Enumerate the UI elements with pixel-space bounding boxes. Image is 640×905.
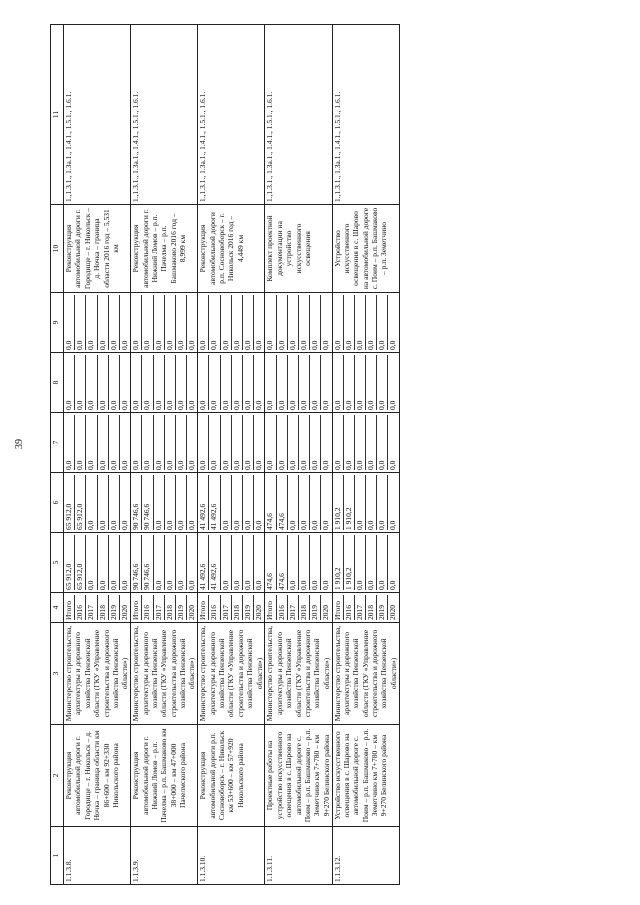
local-budget (64, 353, 131, 413)
local-budget-value: 0,0 (254, 400, 264, 410)
local-budget-value: 0,0 (119, 400, 129, 410)
regional-budget-value: 90 746,6 (131, 475, 142, 530)
expected-result: Реконструкция автомобильной дороги г. Городище – г. Никольск – д. Ночка – граница области 2016 год – 5,531 км (64, 205, 131, 293)
row-id: 1.1.3.12. (332, 827, 399, 885)
header-cell: 7 (51, 413, 64, 473)
other-sources (265, 293, 332, 353)
year-label: 2017 (355, 595, 366, 620)
other-sources-value: 0,0 (131, 295, 142, 350)
local-budget-value: 0,0 (388, 400, 398, 410)
year-label: Итого (131, 595, 142, 620)
local-budget-value: 0,0 (366, 355, 377, 410)
total-funding-value: 0,0 (243, 535, 254, 590)
federal-budget-value: 0,0 (221, 415, 232, 470)
year-label: 2020 (254, 605, 264, 620)
total-funding-value: 90 746,6 (131, 535, 142, 590)
year-label: 2019 (243, 595, 254, 620)
year-label: 2020 (119, 605, 129, 620)
total-funding-value: 0,0 (355, 535, 366, 590)
local-budget-value: 0,0 (277, 355, 288, 410)
local-budget-value: 0,0 (98, 355, 109, 410)
other-sources (131, 293, 198, 353)
other-sources-value: 0,0 (154, 295, 165, 350)
total-funding-value: 0,0 (388, 580, 398, 590)
table-row (265, 25, 332, 885)
other-sources-value: 0,0 (333, 295, 344, 350)
header-cell: 6 (51, 473, 64, 533)
local-budget-value: 0,0 (198, 355, 209, 410)
year-label: Итого (198, 595, 209, 620)
other-sources (198, 293, 265, 353)
regional-budget-value: 0,0 (288, 475, 299, 530)
row-id: 1.1.3.10. (198, 827, 265, 885)
regional-budget-value: 0,0 (388, 520, 398, 530)
total-funding (64, 533, 131, 593)
local-budget-value: 0,0 (299, 355, 310, 410)
regional-budget-value: 0,0 (377, 475, 388, 530)
total-funding-value: 0,0 (109, 535, 120, 590)
indicator-links: 1.,1.3.1., 1.3а.1., 1.4.1., 1.5.1., 1.6.1. (64, 25, 131, 205)
federal-budget-value: 0,0 (119, 460, 129, 470)
federal-budget-value: 0,0 (344, 415, 355, 470)
measure-name: Устройство искусственного освещения в с. Шарово на автомобильной дороге с. Поим – р.п. Башмаково – р.п. Земетчино км 7+780 – км 9+270 Белинского района (332, 725, 399, 827)
federal-budget-value: 0,0 (254, 460, 264, 470)
executor: Министерство строительства, архитектуры и дорожного хозяйства Пензенской области (ГКУ «Управление строительства и дорожного хозяйства Пензенской области») (198, 623, 265, 725)
other-sources-value: 0,0 (187, 340, 197, 350)
other-sources-value: 0,0 (176, 295, 187, 350)
total-funding-value: 0,0 (299, 535, 310, 590)
federal-budget-value: 0,0 (64, 415, 75, 470)
total-funding-value: 41 492,6 (198, 535, 209, 590)
measure-name: Реконструкция автомобильной дороги г. Нижний Ломов – р.п. Пачелма – р.п. Башмаково км 38+000 – км 47+000 Пачелмского района (131, 725, 198, 827)
year-label: 2016 (209, 595, 220, 620)
federal-budget-value: 0,0 (232, 415, 243, 470)
year-label: 2019 (377, 595, 388, 620)
federal-budget-value: 0,0 (154, 415, 165, 470)
federal-budget-value: 0,0 (176, 415, 187, 470)
local-budget-value: 0,0 (344, 355, 355, 410)
regional-budget-value: 65 912,0 (75, 475, 86, 530)
local-budget-value: 0,0 (86, 355, 97, 410)
federal-budget-value: 0,0 (377, 415, 388, 470)
year-label: 2016 (75, 595, 86, 620)
other-sources-value: 0,0 (165, 295, 176, 350)
regional-budget (265, 473, 332, 533)
table-row (332, 25, 399, 885)
total-funding (332, 533, 399, 593)
measure-name: Проектные работы на устройство искусственного освещения в с. Шарово на автомобильной дороге с. Поим – р.п. Башмаково – р.п. Земетчино км 7+780 – км 9+270 Белинского района (265, 725, 332, 827)
local-budget (332, 353, 399, 413)
header-cell: 4 (51, 593, 64, 623)
federal-budget (131, 413, 198, 473)
local-budget-value: 0,0 (109, 355, 120, 410)
total-funding-value: 0,0 (221, 535, 232, 590)
year-label: 2017 (288, 595, 299, 620)
header-row (51, 25, 64, 885)
indicator-links: 1.,1.3.1., 1.3а.1., 1.4.1., 1.5.1., 1.6.1. (332, 25, 399, 205)
federal-budget-value: 0,0 (165, 415, 176, 470)
federal-budget-value: 0,0 (75, 415, 86, 470)
row-id: 1.1.3.8. (64, 827, 131, 885)
local-budget (131, 353, 198, 413)
federal-budget-value: 0,0 (209, 415, 220, 470)
year-label: 2016 (142, 595, 153, 620)
local-budget (198, 353, 265, 413)
local-budget-value: 0,0 (355, 355, 366, 410)
federal-budget-value: 0,0 (198, 415, 209, 470)
other-sources-value: 0,0 (355, 295, 366, 350)
regional-budget-value: 0,0 (254, 520, 264, 530)
local-budget-value: 0,0 (75, 355, 86, 410)
regional-budget-value: 41 492,6 (198, 475, 209, 530)
total-funding (265, 533, 332, 593)
federal-budget-value: 0,0 (98, 415, 109, 470)
year-label: Итого (265, 595, 276, 620)
total-funding-value: 0,0 (310, 535, 321, 590)
total-funding-value: 0,0 (119, 580, 129, 590)
other-sources-value: 0,0 (288, 295, 299, 350)
total-funding-value: 65 912,0 (64, 535, 75, 590)
year-label: 2017 (154, 595, 165, 620)
executor: Министерство строительства, архитектуры и дорожного хозяйства Пензенской области (ГКУ «Управление строительства и дорожного хозяйства Пензенской области») (131, 623, 198, 725)
other-sources-value: 0,0 (277, 295, 288, 350)
local-budget-value: 0,0 (377, 355, 388, 410)
rotated-table-area (50, 25, 600, 885)
regional-budget-value: 0,0 (321, 520, 331, 530)
regional-budget (332, 473, 399, 533)
other-sources (332, 293, 399, 353)
local-budget-value: 0,0 (142, 355, 153, 410)
federal-budget-value: 0,0 (277, 415, 288, 470)
regional-budget-value: 0,0 (299, 475, 310, 530)
regional-budget-value: 0,0 (187, 520, 197, 530)
total-funding-value: 65 912,0 (75, 535, 86, 590)
federal-budget-value: 0,0 (310, 415, 321, 470)
header-cell: 2 (51, 725, 64, 827)
total-funding-value: 0,0 (321, 580, 331, 590)
local-budget-value: 0,0 (187, 400, 197, 410)
local-budget-value: 0,0 (165, 355, 176, 410)
local-budget-value: 0,0 (64, 355, 75, 410)
federal-budget-value: 0,0 (388, 460, 398, 470)
year-label: Итого (64, 595, 75, 620)
other-sources-value: 0,0 (310, 295, 321, 350)
federal-budget (64, 413, 131, 473)
total-funding-value: 41 492,6 (209, 535, 220, 590)
total-funding-value: 474,6 (265, 535, 276, 590)
year-labels (265, 593, 332, 623)
other-sources-value: 0,0 (119, 340, 129, 350)
regional-budget-value: 0,0 (366, 475, 377, 530)
total-funding-value: 474,6 (277, 535, 288, 590)
regional-budget (198, 473, 265, 533)
regional-budget-value: 0,0 (176, 475, 187, 530)
year-label: 2020 (187, 605, 197, 620)
other-sources-value: 0,0 (265, 295, 276, 350)
federal-budget-value: 0,0 (142, 415, 153, 470)
other-sources-value: 0,0 (366, 295, 377, 350)
regional-budget-value: 474,6 (265, 475, 276, 530)
year-label: 2017 (86, 595, 97, 620)
federal-budget-value: 0,0 (288, 415, 299, 470)
year-label: 2020 (388, 605, 398, 620)
regional-budget-value: 65 912,0 (64, 475, 75, 530)
year-label: 2018 (165, 595, 176, 620)
header-cell: 1 (51, 827, 64, 885)
total-funding (198, 533, 265, 593)
federal-budget-value: 0,0 (109, 415, 120, 470)
total-funding-value: 0,0 (232, 535, 243, 590)
other-sources-value: 0,0 (321, 340, 331, 350)
total-funding-value: 0,0 (254, 580, 264, 590)
local-budget-value: 0,0 (333, 355, 344, 410)
other-sources-value: 0,0 (388, 340, 398, 350)
total-funding-value: 0,0 (187, 580, 197, 590)
expected-result: Комплект проектной документации на устройство искусственного освещения (265, 205, 332, 293)
other-sources-value: 0,0 (254, 340, 264, 350)
total-funding-value: 0,0 (165, 535, 176, 590)
other-sources-value: 0,0 (109, 295, 120, 350)
local-budget-value: 0,0 (176, 355, 187, 410)
other-sources-value: 0,0 (198, 295, 209, 350)
total-funding-value: 1 910,2 (344, 535, 355, 590)
regional-budget-value: 474,6 (277, 475, 288, 530)
other-sources-value: 0,0 (221, 295, 232, 350)
year-label: 2018 (232, 595, 243, 620)
other-sources-value: 0,0 (377, 295, 388, 350)
header-cell: 8 (51, 353, 64, 413)
year-label: 2019 (310, 595, 321, 620)
indicator-links: 1.,1.3.1., 1.3а.1., 1.4.1., 1.5.1., 1.6.1. (131, 25, 198, 205)
local-budget-value: 0,0 (154, 355, 165, 410)
federal-budget (198, 413, 265, 473)
local-budget-value: 0,0 (232, 355, 243, 410)
other-sources-value: 0,0 (98, 295, 109, 350)
header-cell: 10 (51, 205, 64, 293)
local-budget (265, 353, 332, 413)
header-cell: 5 (51, 533, 64, 593)
page-number: 39 (14, 439, 25, 449)
federal-budget-value: 0,0 (243, 415, 254, 470)
other-sources-value: 0,0 (142, 295, 153, 350)
expected-result: Реконструкция автомобильной дороги г. Нижний Ломов – р.п. Пачелма – р.п. Башмаково 2016 год – 8,999 км (131, 205, 198, 293)
table-row (131, 25, 198, 885)
regional-budget-value: 41 492,6 (209, 475, 220, 530)
regional-budget-value: 0,0 (310, 475, 321, 530)
table-row (64, 25, 131, 885)
local-budget-value: 0,0 (131, 355, 142, 410)
regional-budget (131, 473, 198, 533)
other-sources-value: 0,0 (64, 295, 75, 350)
regional-budget-value: 0,0 (232, 475, 243, 530)
table-row (198, 25, 265, 885)
regional-budget-value: 0,0 (109, 475, 120, 530)
regional-budget-value: 0,0 (154, 475, 165, 530)
regional-budget-value: 0,0 (355, 475, 366, 530)
year-labels (64, 593, 131, 623)
year-label: 2019 (176, 595, 187, 620)
regional-budget-value: 0,0 (165, 475, 176, 530)
total-funding-value: 0,0 (366, 535, 377, 590)
header-cell: 9 (51, 293, 64, 353)
row-id: 1.1.3.9. (131, 827, 198, 885)
executor: Министерство строительства, архитектуры и дорожного хозяйства Пензенской области (ГКУ «Управление строительства и дорожного хозяйства Пензенской области») (332, 623, 399, 725)
regional-budget-value: 0,0 (119, 520, 129, 530)
expected-result: Устройство искусственного освещения в с. Шарово на автомобильной дороге с. Поим – р.п. Башмаково – р.п. Земетчино (332, 205, 399, 293)
regional-budget-value: 0,0 (98, 475, 109, 530)
regional-budget-value: 0,0 (221, 475, 232, 530)
executor: Министерство строительства, архитектуры и дорожного хозяйства Пензенской области (ГКУ «Управление строительства и дорожного хозяйства Пензенской области») (265, 623, 332, 725)
other-sources-value: 0,0 (75, 295, 86, 350)
year-labels (131, 593, 198, 623)
federal-budget-value: 0,0 (86, 415, 97, 470)
regional-budget (64, 473, 131, 533)
federal-budget-value: 0,0 (299, 415, 310, 470)
year-label: Итого (333, 595, 344, 620)
measure-name: Реконструкция автомобильной дороги р.п. Сосновоборск – г. Никольск км 53+600 – км 57+920 Никольского района (198, 725, 265, 827)
other-sources-value: 0,0 (299, 295, 310, 350)
total-funding-value: 90 746,6 (142, 535, 153, 590)
other-sources-value: 0,0 (344, 295, 355, 350)
regional-budget-value: 0,0 (86, 475, 97, 530)
year-labels (198, 593, 265, 623)
federal-budget-value: 0,0 (366, 415, 377, 470)
year-labels (332, 593, 399, 623)
other-sources (64, 293, 131, 353)
indicator-links: 1.,1.3.1., 1.3а.1., 1.4.1., 1.5.1., 1.6.1. (198, 25, 265, 205)
local-budget-value: 0,0 (221, 355, 232, 410)
indicator-links: 1.,1.3.1., 1.3а.1., 1.4.1., 1.5.1., 1.6.1. (265, 25, 332, 205)
measure-name: Реконструкция автомобильной дороги г. Городище – г. Никольск – д. Ночка – граница области км 86+600 – км 92+330 Никольского района (64, 725, 131, 827)
total-funding-value: 0,0 (176, 535, 187, 590)
regional-budget-value: 0,0 (243, 475, 254, 530)
regional-budget-value: 90 746,6 (142, 475, 153, 530)
local-budget-value: 0,0 (265, 355, 276, 410)
executor: Министерство строительства, архитектуры и дорожного хозяйства Пензенской области (ГКУ «Управление строительства и дорожного хозяйства Пензенской области») (64, 623, 131, 725)
federal-budget-value: 0,0 (265, 415, 276, 470)
regional-budget-value: 1 910,2 (333, 475, 344, 530)
other-sources-value: 0,0 (243, 295, 254, 350)
year-label: 2018 (299, 595, 310, 620)
regional-budget-value: 1 910,2 (344, 475, 355, 530)
federal-budget-value: 0,0 (321, 460, 331, 470)
federal-budget-value: 0,0 (333, 415, 344, 470)
local-budget-value: 0,0 (321, 400, 331, 410)
federal-budget-value: 0,0 (355, 415, 366, 470)
federal-budget (332, 413, 399, 473)
total-funding (131, 533, 198, 593)
year-label: 2020 (321, 605, 331, 620)
year-label: 2016 (344, 595, 355, 620)
federal-budget-value: 0,0 (187, 460, 197, 470)
total-funding-value: 0,0 (86, 535, 97, 590)
year-label: 2019 (109, 595, 120, 620)
federal-budget-value: 0,0 (131, 415, 142, 470)
total-funding-value: 0,0 (377, 535, 388, 590)
local-budget-value: 0,0 (243, 355, 254, 410)
expected-result: Реконструкция автомобильной дороги р.п. Сосновоборск – г. Никольск 2016 год – 4,449 км (198, 205, 265, 293)
local-budget-value: 0,0 (310, 355, 321, 410)
year-label: 2018 (366, 595, 377, 620)
header-cell: 3 (51, 623, 64, 725)
total-funding-value: 0,0 (154, 535, 165, 590)
other-sources-value: 0,0 (232, 295, 243, 350)
other-sources-value: 0,0 (209, 295, 220, 350)
total-funding-value: 0,0 (288, 535, 299, 590)
other-sources-value: 0,0 (86, 295, 97, 350)
total-funding-value: 1 910,2 (333, 535, 344, 590)
header-cell: 11 (51, 25, 64, 205)
local-budget-value: 0,0 (209, 355, 220, 410)
local-budget-value: 0,0 (288, 355, 299, 410)
year-label: 2018 (98, 595, 109, 620)
total-funding-value: 0,0 (98, 535, 109, 590)
program-table (50, 24, 400, 885)
year-label: 2016 (277, 595, 288, 620)
year-label: 2017 (221, 595, 232, 620)
federal-budget (265, 413, 332, 473)
row-id: 1.1.3.11. (265, 827, 332, 885)
